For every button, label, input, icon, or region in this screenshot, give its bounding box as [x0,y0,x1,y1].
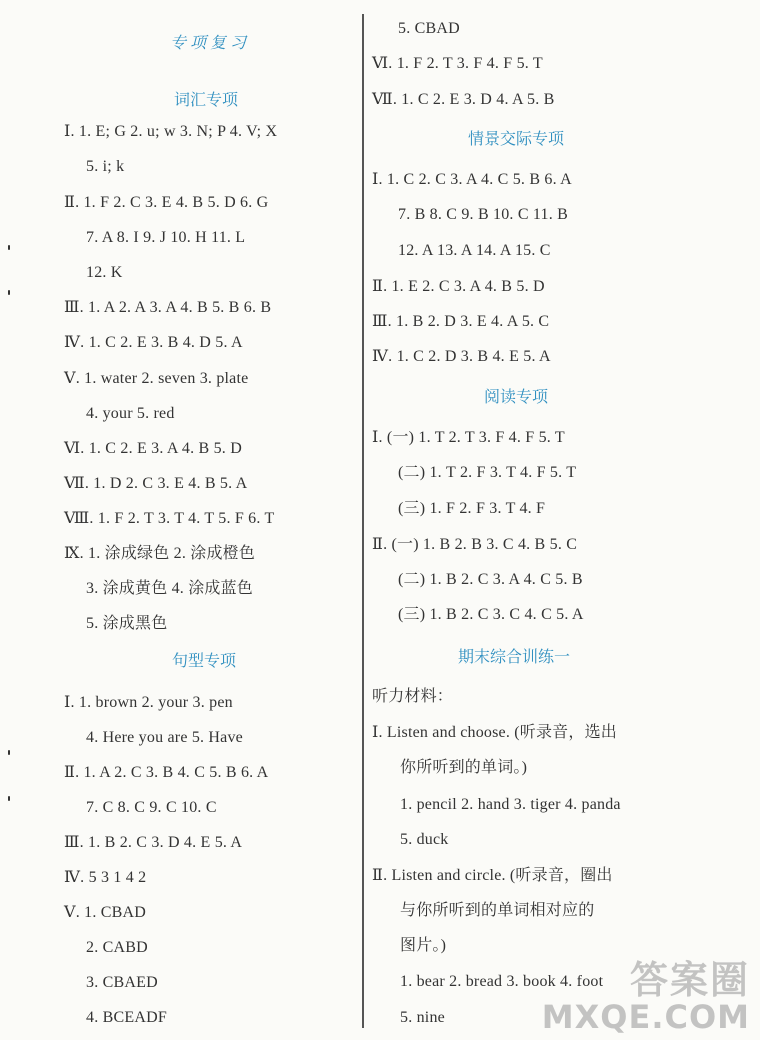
answer-line: 1. bear 2. bread 3. book 4. foot [400,973,604,990]
answer-line: Ⅰ. 1. C 2. C 3. A 4. C 5. B 6. A [372,171,572,188]
section-heading: 词汇专项 [174,90,239,109]
margin-mark [8,290,10,295]
answer-line: (二) 1. T 2. F 3. T 4. F 5. T [398,464,577,481]
watermark-site-text: MXQE.COM [541,998,750,1036]
answer-line: Ⅶ. 1. D 2. C 3. E 4. B 5. A [64,475,248,492]
section-heading: 句型专项 [172,651,237,670]
answer-line: 听力材料： [372,688,454,705]
answer-line: 12. K [86,264,123,281]
answer-line: Ⅴ. 1. water 2. seven 3. plate [64,370,249,387]
answer-line: 5. duck [400,831,449,848]
answer-line: 4. your 5. red [86,405,175,422]
answer-line: 5. 涂成黑色 [86,615,168,632]
answer-line: 7. B 8. C 9. B 10. C 11. B [398,206,568,223]
answer-line: 5. nine [400,1009,445,1026]
answer-line: Ⅵ. 1. C 2. E 3. A 4. B 5. D [64,440,242,457]
answer-line: Ⅴ. 1. CBAD [64,904,147,921]
answer-line: 5. i; k [86,158,125,175]
answer-line: (三) 1. F 2. F 3. T 4. F [398,500,546,517]
section-heading: 情景交际专项 [468,129,565,148]
answer-line: Ⅳ. 5 3 1 4 2 [64,869,147,886]
answer-line: Ⅵ. 1. F 2. T 3. F 4. F 5. T [372,55,543,72]
answer-line: 图片。) [400,937,447,954]
answer-line: Ⅲ. 1. A 2. A 3. A 4. B 5. B 6. B [64,299,272,316]
answer-line: 你所听到的单词。) [400,759,528,776]
watermark [542,960,750,1034]
answer-line: 7. C 8. C 9. C 10. C [86,799,217,816]
answer-line: Ⅸ. 1. 涂成绿色 2. 涂成橙色 [64,545,256,562]
answer-line: 1. pencil 2. hand 3. tiger 4. panda [400,796,621,813]
answer-line: (三) 1. B 2. C 3. C 4. C 5. A [398,606,584,623]
answer-line: Ⅱ. 1. A 2. C 3. B 4. C 5. B 6. A [64,764,269,781]
answer-line: 3. CBAED [86,974,158,991]
answer-line: Ⅶ. 1. C 2. E 3. D 4. A 5. B [372,91,555,108]
section-heading: 阅读专项 [484,387,549,406]
answer-line: 4. Here you are 5. Have [86,729,243,746]
answer-line: Ⅰ. 1. E; G 2. u; w 3. N; P 4. V; X [64,123,278,140]
margin-mark [8,245,10,250]
margin-mark [8,796,10,801]
answer-line: (二) 1. B 2. C 3. A 4. C 5. B [398,571,583,588]
answer-line: Ⅰ. 1. brown 2. your 3. pen [64,694,233,711]
answer-line: Ⅱ. Listen and circle. (听录音，圈出 [372,867,613,884]
answer-line: Ⅱ. 1. F 2. C 3. E 4. B 5. D 6. G [64,194,269,211]
page-title: 专项复习 [170,33,251,52]
answer-line: Ⅰ. Listen and choose. (听录音，选出 [372,724,617,741]
answer-line: Ⅳ. 1. C 2. E 3. B 4. D 5. A [64,334,243,351]
answer-line: Ⅱ. 1. E 2. C 3. A 4. B 5. D [372,278,545,295]
answer-line: 12. A 13. A 14. A 15. C [398,242,551,259]
answer-line: Ⅰ. (一) 1. T 2. T 3. F 4. F 5. T [372,429,565,446]
answer-line: 3. 涂成黄色 4. 涂成蓝色 [86,580,254,597]
column-divider [362,14,364,1028]
answer-line: Ⅲ. 1. B 2. D 3. E 4. A 5. C [372,313,550,330]
answer-line: Ⅱ. (一) 1. B 2. B 3. C 4. B 5. C [372,536,578,553]
answer-line: 7. A 8. I 9. J 10. H 11. L [86,229,246,246]
answer-line: Ⅲ. 1. B 2. C 3. D 4. E 5. A [64,834,243,851]
margin-mark [8,750,10,755]
answer-line: 2. CABD [86,939,148,956]
answer-line: Ⅷ. 1. F 2. T 3. T 4. T 5. F 6. T [64,510,275,527]
watermark-logo-text: 答案圈 [629,958,750,1002]
answer-line: 5. CBAD [398,20,460,37]
answer-line: 与你所听到的单词相对应的 [400,902,595,919]
answer-line: 4. BCEADF [86,1009,167,1026]
section-heading: 期末综合训练一 [458,647,571,666]
answer-line: Ⅳ. 1. C 2. D 3. B 4. E 5. A [372,348,551,365]
